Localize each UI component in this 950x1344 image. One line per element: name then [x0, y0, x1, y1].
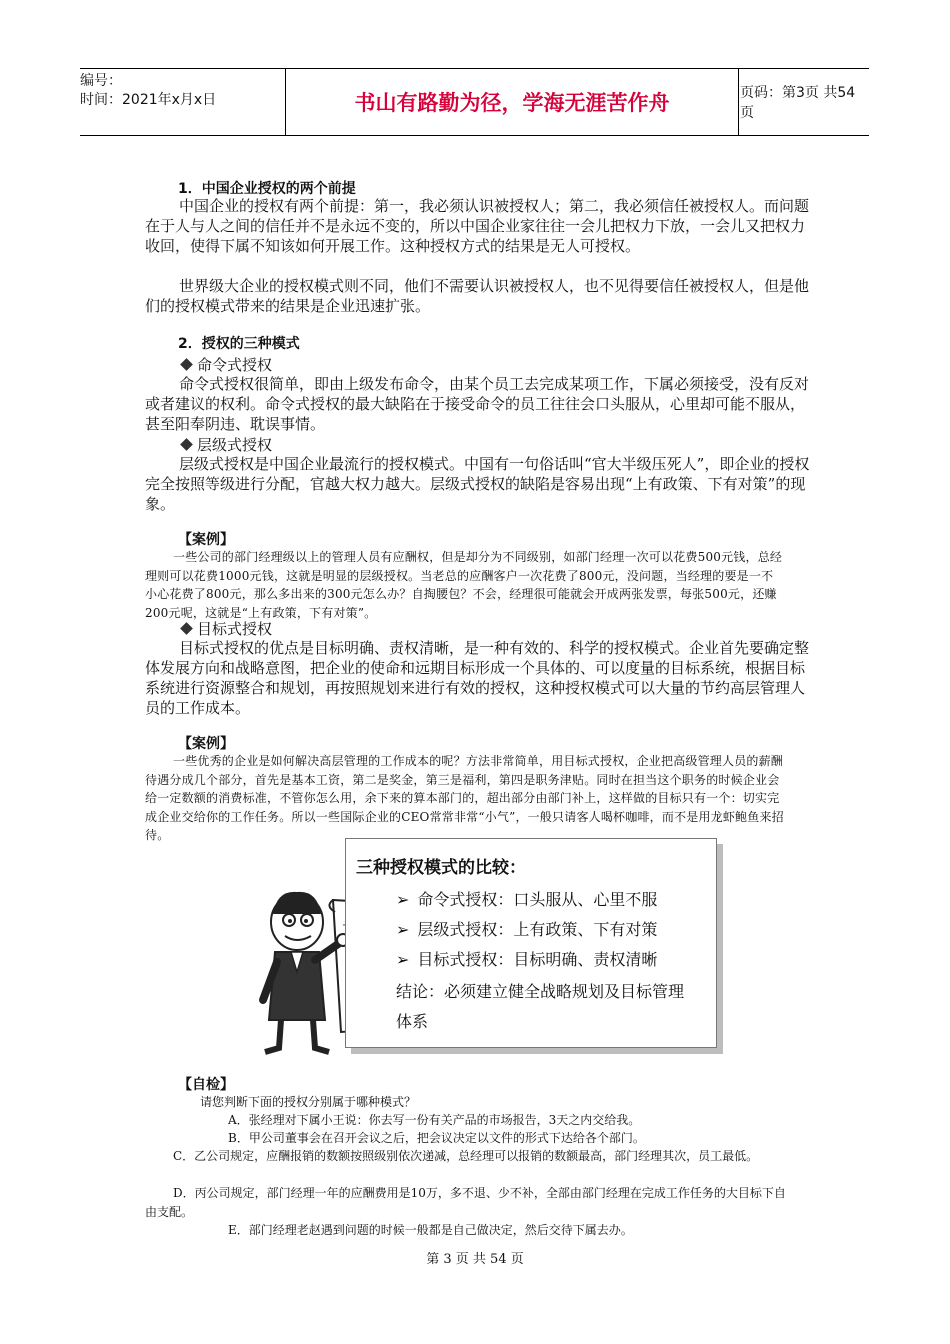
mode2-case-label: 【案例】 [178, 532, 234, 548]
comparison-item: ➢ 目标式授权：目标明确、责权清晰 [396, 950, 658, 969]
selfcheck-option: A．张经理对下属小王说：你去写一份有关产品的市场报告，3天之内交给我。 [228, 1113, 641, 1127]
comparison-card [345, 838, 717, 1048]
selfcheck-option: E．部门经理老赵遇到问题的时候一般都是自己做决定，然后交待下属去办。 [228, 1223, 633, 1237]
selfcheck-option: B．甲公司董事会在召开会议之后，把会议决定以文件的形式下达给各个部门。 [228, 1131, 645, 1145]
arrow-bullet-icon: ➢ [396, 920, 410, 939]
header-page-info: 页码：第3页 共54页 [740, 85, 856, 121]
mode3-text: 目标式授权的优点是目标明确、责权清晰，是一种有效的、科学的授权模式。企业首先要确定整体发展方向和战略意图，把企业的使命和远期目标形成一个具体的、可以度量的目标系统，根据目标系统进行资源整合和规划，再按照规划来进行有效的授权，这种授权模式可以大量的节约高层管理人员的工作成本。 [145, 639, 810, 717]
comparison-conclusion: 结论：必须建立健全战略规划及目标管理体系 [396, 982, 685, 1031]
page-footer: 第 3 页 共 54 页 [426, 1252, 524, 1267]
mode3-case-text: 一些优秀的企业是如何解决高层管理的工作成本的呢？方法非常简单，用目标式授权，企业把高级管理人员的薪酬待遇分成几个部分，首先是基本工资，第二是奖金，第三是福利，第四是职务津贴。同时在担当这个职务的时候企业会给一定数额的消费标准，不管你怎么用，余下来的算本部门的，超出部分由部门补上，这样做的目标只有一个：切实完成企业交给你的工作任务。所以一些国际企业的CEO常常非常“小气”，一般只请客人喝杯咖啡，而不是用龙虾鲍鱼来招待。 [145, 754, 784, 842]
number-label: 编号： [80, 73, 122, 89]
mode2-text: 层级式授权是中国企业最流行的授权模式。中国有一句俗话叫“官大半级压死人”，即企业的授权完全按照等级进行分配，官越大权力越大。层级式授权的缺陷是容易出现“上有政策、下有对策”的现象。 [145, 455, 810, 513]
arrow-bullet-icon: ➢ [396, 950, 410, 969]
mode2-heading [180, 434, 272, 455]
selfcheck-label: 【自检】 [178, 1077, 234, 1093]
section2-title: 2．授权的三种模式 [178, 336, 300, 352]
selfcheck-question: 请您判断下面的授权分别属于哪种模式？ [200, 1095, 417, 1109]
comparison-item: ➢ 命令式授权：口头服从、心里不服 [396, 890, 658, 909]
selfcheck-option: D．丙公司规定，部门经理一年的应酬费用是10万，多不退、少不补，全部由部门经理在完成工作任务的大目标下自由支配。 [145, 1186, 786, 1219]
diamond-bullet-icon [180, 622, 193, 635]
section1-title: 1．中国企业授权的两个前提 [178, 181, 356, 197]
section1-para1: 中国企业的授权有两个前提：第一，我必须认识被授权人；第二，我必须信任被授权人。而问题在于人与人之间的信任并不是永远不变的，所以中国企业家往往一会儿把权力下放，一会儿又把权力收回，使得下属不知该如何开展工作。这种授权方式的结果是无人可授权。 [145, 197, 810, 255]
header-meta [80, 69, 285, 138]
diamond-bullet-icon [180, 358, 193, 371]
mode1-text: 命令式授权很简单，即由上级发布命令，由某个员工去完成某项工作，下属必须接受，没有反对或者建议的权利。命令式授权的最大缺陷在于接受命令的员工往往会口头服从，心里却可能不服从，甚至阳奉阴违、耽误事情。 [145, 375, 810, 433]
selfcheck-option: C．乙公司规定，应酬报销的数额按照级别依次递减，总经理可以报销的数额最高，部门经理其次，员工最低。 [173, 1149, 759, 1163]
time-label: 时间：2021年x月x日 [80, 92, 217, 108]
arrow-bullet-icon: ➢ [396, 890, 410, 909]
comparison-title: 三种授权模式的比较： [356, 858, 526, 878]
mode3-heading [180, 618, 272, 639]
mode2-label: 层级式授权 [197, 436, 273, 454]
mode3-case-label: 【案例】 [178, 736, 234, 752]
diamond-bullet-icon [180, 438, 193, 451]
mode1-label: 命令式授权 [197, 356, 273, 374]
section1-para2: 世界级大企业的授权模式则不同，他们不需要认识被授权人，也不见得要信任被授权人，但是他们的授权模式带来的结果是企业迅速扩张。 [145, 277, 810, 315]
mode3-label: 目标式授权 [197, 620, 273, 638]
comparison-item: ➢ 层级式授权：上有政策、下有对策 [396, 920, 658, 939]
header-motto: 书山有路勤为径，学海无涯苦作舟 [285, 69, 739, 135]
mode1-heading [180, 354, 272, 375]
page-header [80, 68, 869, 136]
mode2-case-text: 一些公司的部门经理级以上的管理人员有应酬权，但是却分为不同级别，如部门经理一次可以花费500元钱，总经理则可以花费1000元钱，这就是明显的层级授权。当老总的应酬客户一次花费了800元，没问题，当经理的要是一不小心花费了800元，那么多出来的300元怎么办？自掏腰包？不会，经理很可能就会开成两张发票，每张500元，还赚200元呢，这就是“上有政策，下有对策”。 [145, 550, 783, 620]
